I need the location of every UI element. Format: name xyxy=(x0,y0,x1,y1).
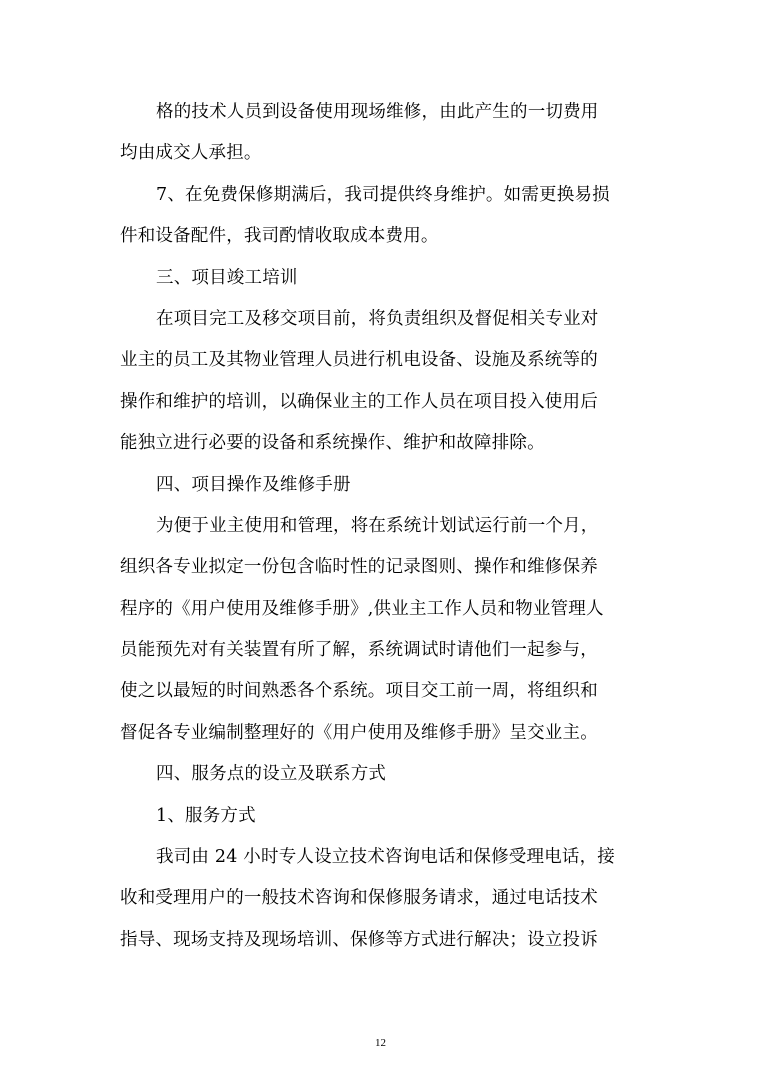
paragraph-line: 能独立进行必要的设备和系统操作、维护和故障排除。 xyxy=(120,433,545,454)
paragraph-line: 在项目完工及移交项目前，将负责组织及督促相关专业对 xyxy=(156,308,599,329)
paragraph-line: 业主的员工及其物业管理人员进行机电设备、设施及系统等的 xyxy=(120,350,598,371)
document-body xyxy=(120,92,640,961)
paragraph-line: 组织各专业拟定一份包含临时性的记录图则、操作和维修保养 xyxy=(120,557,598,578)
paragraph-line: 指导、现场支持及现场培训、保修等方式进行解决；设立投诉 xyxy=(120,929,598,950)
paragraph-line: 程序的《用户使用及维修手册》,供业主工作人员和物业管理人 xyxy=(120,598,604,619)
paragraph-line: 格的技术人员到设备使用现场维修，由此产生的一切费用 xyxy=(156,102,599,122)
paragraph-line: 员能预先对有关装置有所了解，系统调试时请他们一起参与， xyxy=(120,640,598,661)
paragraph-line: 均由成交人承担。 xyxy=(120,143,262,164)
section-heading: 三、项目竣工培训 xyxy=(156,267,298,288)
paragraph-line: 为便于业主使用和管理，将在系统计划试运行前一个月， xyxy=(156,515,599,536)
paragraph-line: 使之以最短的时间熟悉各个系统。项目交工前一周，将组织和 xyxy=(120,681,598,702)
page-number: 12 xyxy=(375,1037,386,1049)
subsection-heading: 1、服务方式 xyxy=(156,805,256,826)
paragraph-line: 我司由 24 小时专人设立技术咨询电话和保修受理电话，接 xyxy=(156,847,615,868)
paragraph-line: 操作和维护的培训，以确保业主的工作人员在项目投入使用后 xyxy=(120,391,598,412)
paragraph-line: 收和受理用户的一般技术咨询和保修服务请求，通过电话技术 xyxy=(120,888,598,909)
paragraph-line: 件和设备配件，我司酌情收取成本费用。 xyxy=(120,226,439,247)
paragraph-line: 7、在免费保修期满后，我司提供终身维护。如需更换易损 xyxy=(156,184,610,205)
paragraph-line: 督促各专业编制整理好的《用户使用及维修手册》呈交业主。 xyxy=(120,722,598,743)
section-heading: 四、项目操作及维修手册 xyxy=(156,474,351,495)
section-heading: 四、服务点的设立及联系方式 xyxy=(156,764,387,785)
